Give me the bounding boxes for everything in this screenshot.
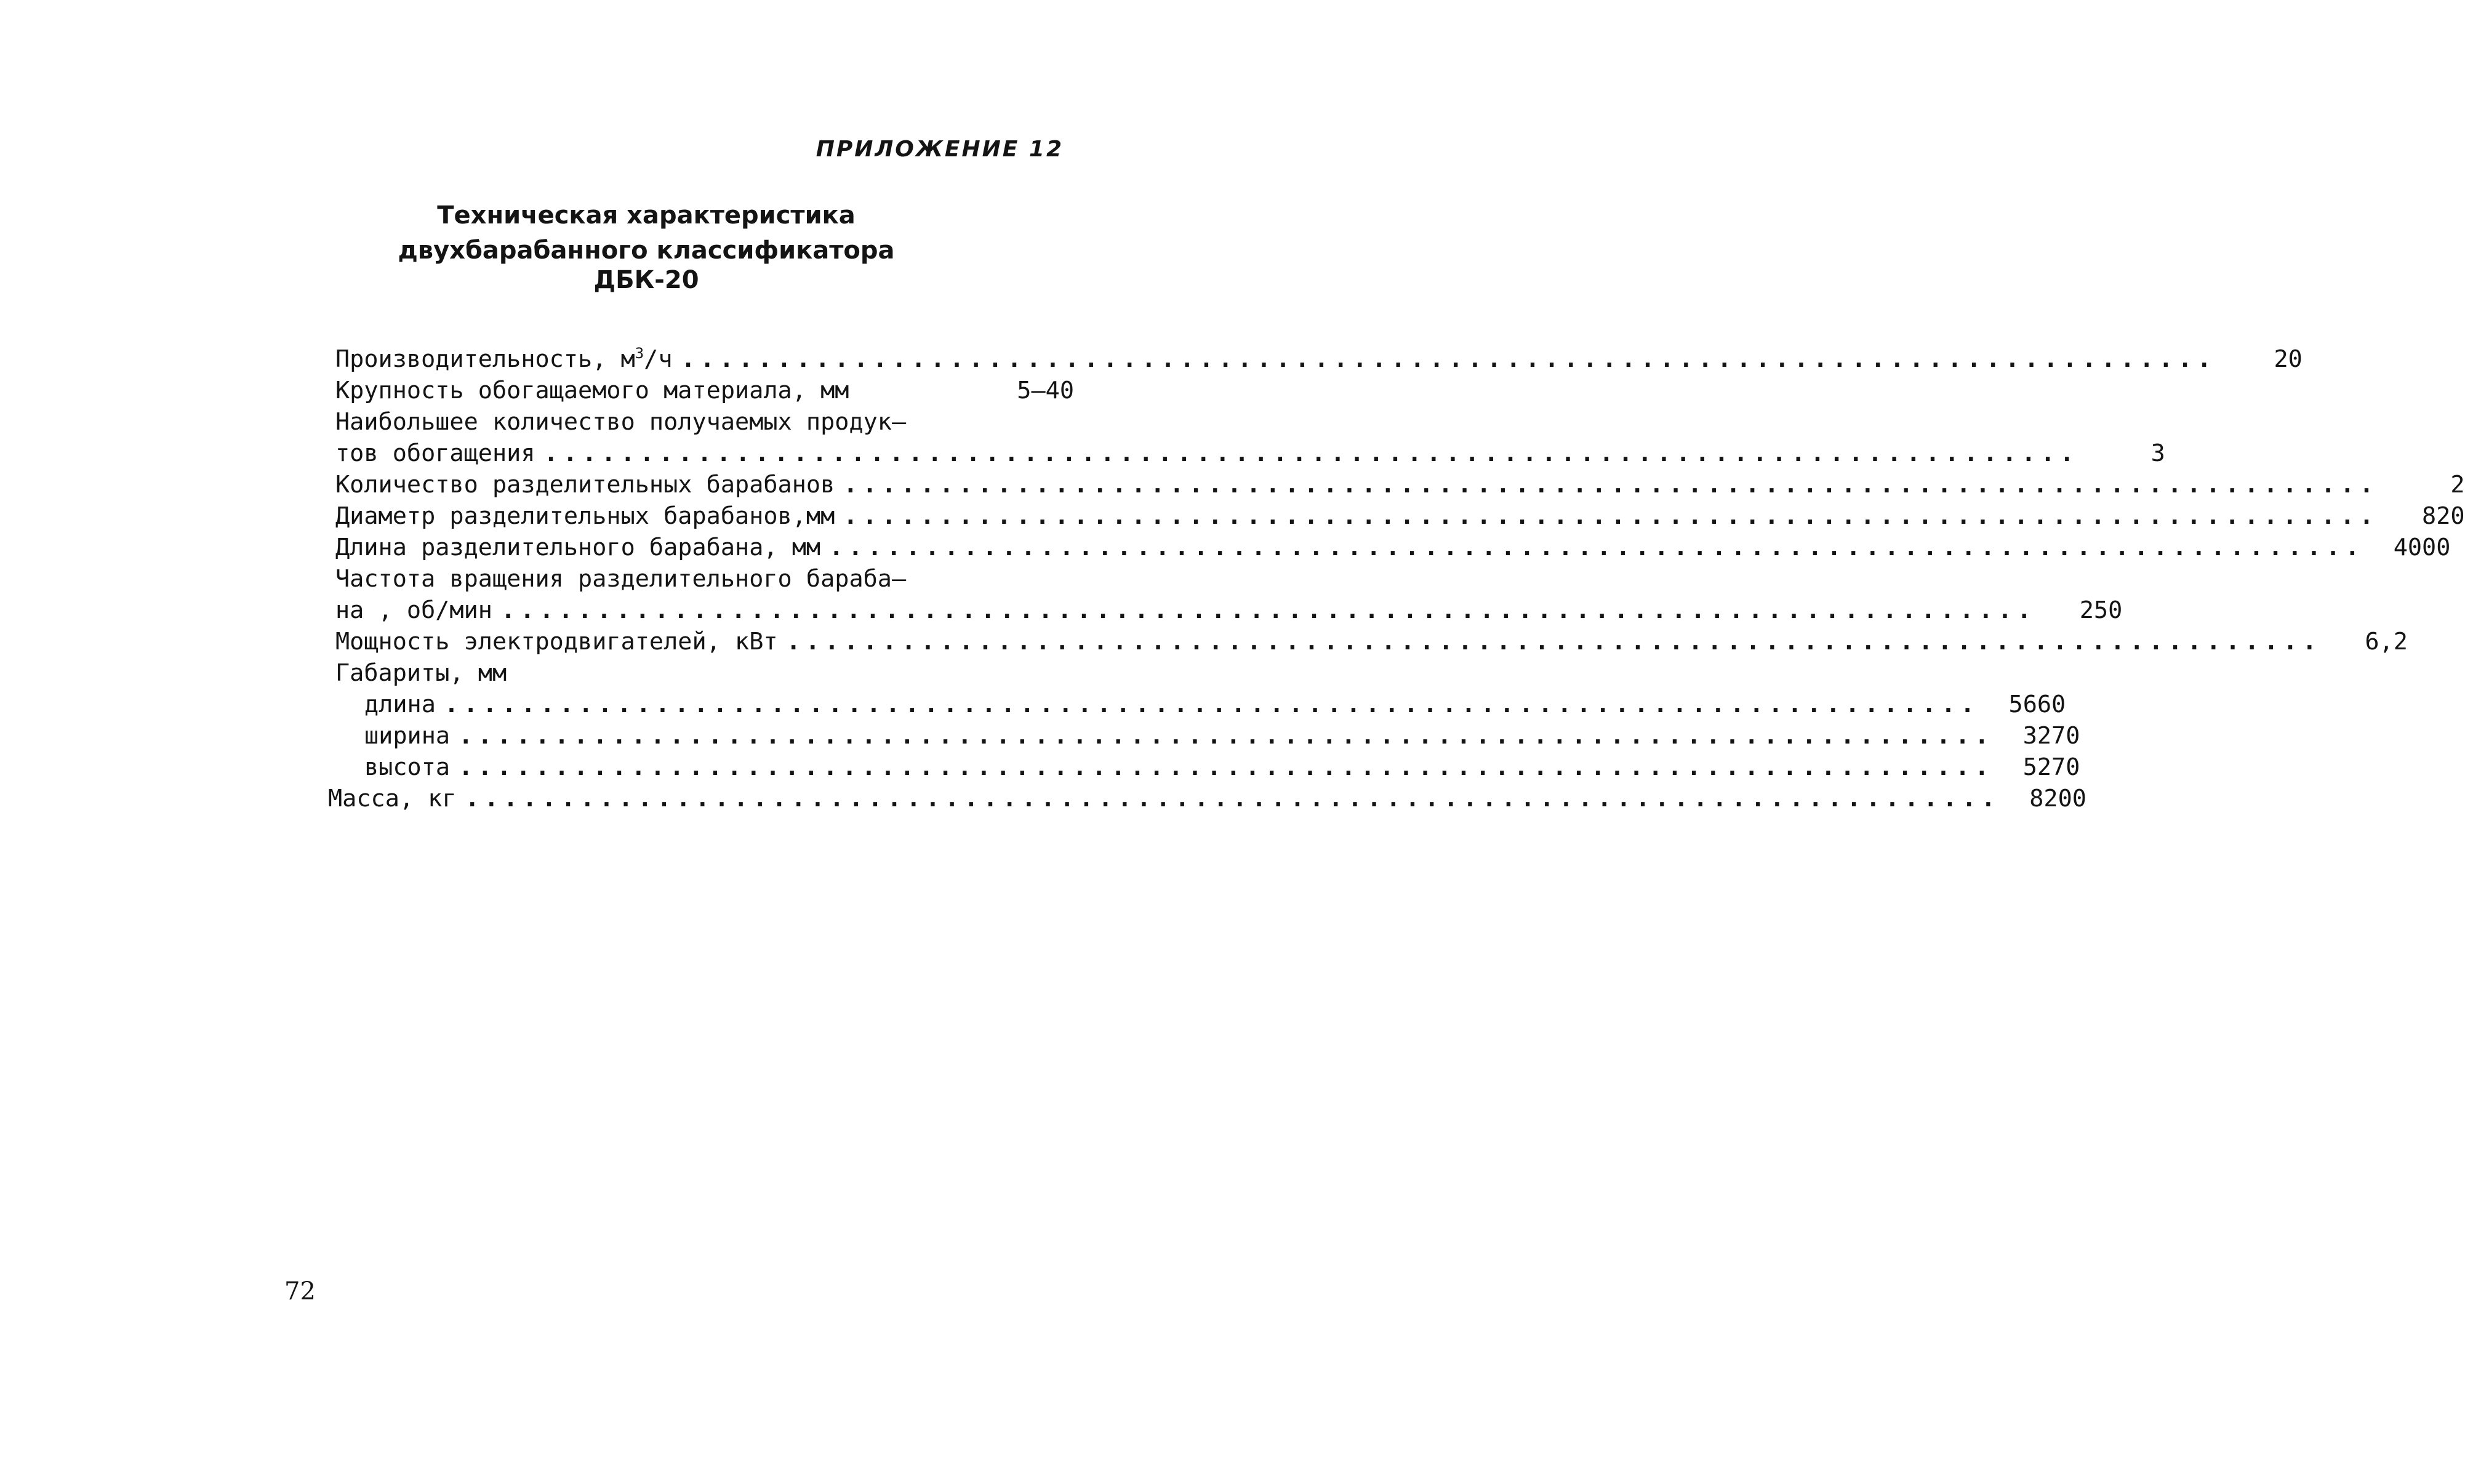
spec-label: Наибольшее количество получаемых продук– bbox=[335, 408, 907, 436]
spec-label: Длина разделительного барабана, мм bbox=[335, 534, 821, 561]
spec-row-products-line-1 bbox=[335, 406, 1074, 438]
spec-row-drum-count bbox=[335, 469, 2465, 500]
spec-label bbox=[335, 343, 673, 375]
dot-leader: ................................................................................ bbox=[543, 439, 2079, 467]
dot-leader: ................................................................................ bbox=[681, 345, 2216, 373]
spec-label-text: Производительность, м bbox=[335, 345, 635, 373]
dot-leader: ................................................................................ bbox=[500, 596, 2037, 624]
spec-label: Крупность обогащаемого материала, мм bbox=[335, 377, 849, 404]
spec-row-width bbox=[335, 720, 2080, 752]
spec-value: 8200 bbox=[2029, 785, 2086, 812]
spec-value: 3270 bbox=[2022, 722, 2080, 750]
spec-value: 3 bbox=[2150, 439, 2165, 467]
document-title-line-1: Техническая характеристика bbox=[437, 201, 856, 230]
dot-leader: ................................................................................ bbox=[829, 534, 2365, 561]
specifications-list bbox=[328, 343, 2465, 814]
appendix-heading: ПРИЛОЖЕНИЕ 12 bbox=[816, 137, 1064, 162]
spec-row-mass bbox=[328, 783, 2086, 814]
spec-label: тов обогащения bbox=[335, 439, 535, 467]
spec-value: 820 bbox=[2422, 502, 2465, 530]
spec-row-products bbox=[335, 438, 2165, 469]
dot-leader: ................................................................................ bbox=[843, 471, 2379, 499]
spec-label: Масса, кг bbox=[328, 785, 457, 812]
page-number: 72 bbox=[284, 1277, 316, 1306]
spec-row-drum-diameter bbox=[335, 500, 2465, 532]
spec-label: на , об/мин bbox=[335, 596, 492, 624]
spec-value: 2 bbox=[2450, 471, 2465, 499]
spec-value: 4000 bbox=[2393, 534, 2451, 561]
dot-leader: ................................................................................ bbox=[843, 502, 2379, 530]
spec-label: Частота вращения разделительного бараба– bbox=[335, 565, 907, 593]
spec-row-length bbox=[335, 689, 2066, 720]
dot-leader: ................................................................................ bbox=[465, 785, 2000, 812]
spec-row-rotation bbox=[335, 595, 2123, 626]
spec-label: Мощность электродвигателей, кВт bbox=[335, 628, 778, 656]
dot-leader: ................................................................................ bbox=[459, 722, 1994, 750]
dot-leader: ................................................................................ bbox=[459, 753, 1994, 781]
spec-value: 5270 bbox=[2022, 753, 2080, 781]
spec-label: высота bbox=[364, 753, 451, 781]
spec-row-rotation-line-1 bbox=[335, 563, 1074, 595]
spec-row-particle-size bbox=[335, 375, 1074, 406]
spec-value: 250 bbox=[2079, 596, 2123, 624]
spec-value: 6,2 bbox=[2365, 628, 2408, 656]
spec-row-productivity bbox=[335, 343, 2303, 375]
dot-leader: ................................................................................ bbox=[444, 691, 1980, 718]
spec-label: Количество разделительных барабанов bbox=[335, 471, 835, 499]
superscript-3: 3 bbox=[635, 345, 644, 363]
spec-value: 5660 bbox=[2008, 691, 2066, 718]
spec-label: Диаметр разделительных барабанов,мм bbox=[335, 502, 835, 530]
spec-label: длина bbox=[364, 691, 436, 718]
spec-label: Габариты, мм bbox=[335, 659, 507, 687]
spec-row-height bbox=[335, 752, 2080, 783]
spec-row-motor-power bbox=[335, 626, 2408, 657]
spec-value: 5–40 bbox=[1017, 377, 1074, 404]
spec-label: ширина bbox=[364, 722, 451, 750]
spec-value: 20 bbox=[2274, 345, 2303, 373]
unit-text: /ч bbox=[644, 345, 673, 373]
spec-row-dimensions-heading bbox=[335, 657, 1074, 689]
document-title-line-2: двухбарабанного классификатора ДБК-20 bbox=[398, 236, 895, 294]
dot-leader: ................................................................................ bbox=[786, 628, 2322, 656]
spec-row-drum-length bbox=[335, 532, 2451, 563]
